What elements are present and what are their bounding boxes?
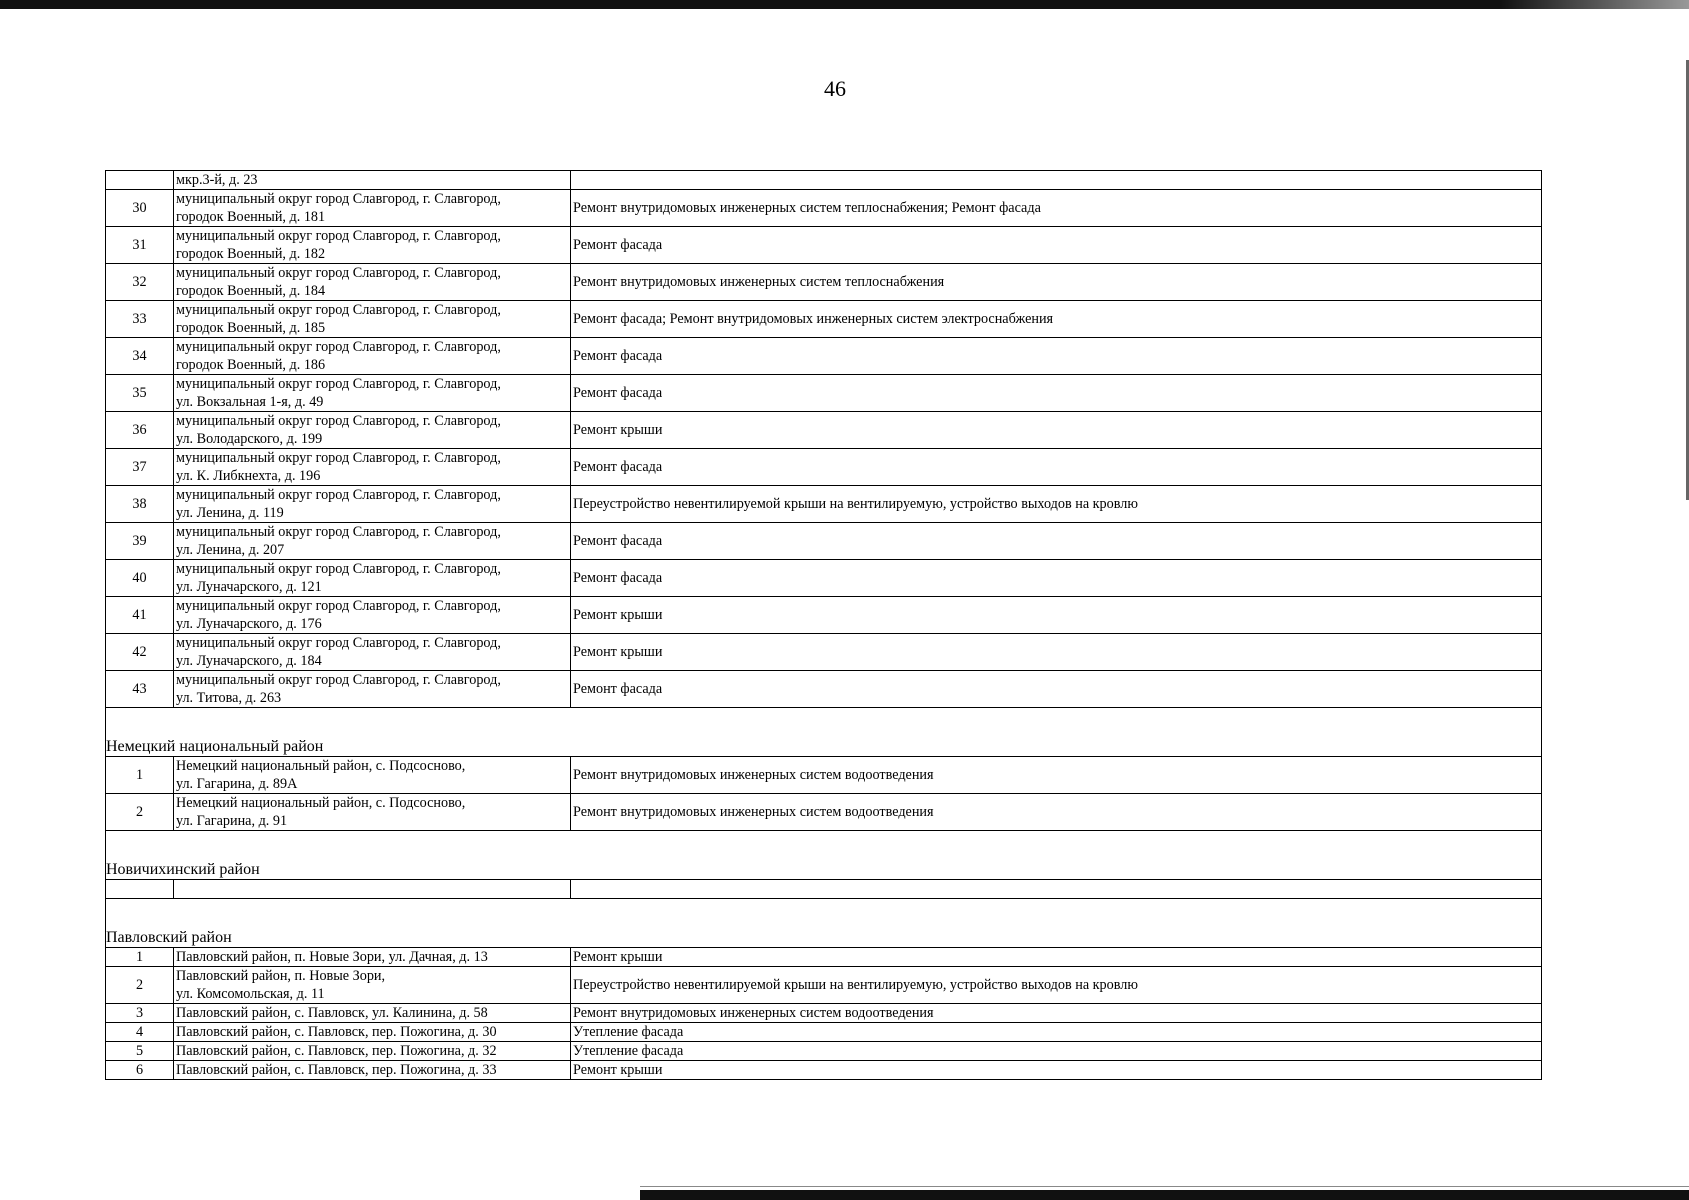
address-line-2: ул. Гагарина, д. 91	[176, 813, 288, 829]
address-line-1: Немецкий национальный район, с. Подсосново,	[176, 758, 466, 774]
address-line-1: муниципальный округ город Славгород, г. Славгород,	[176, 524, 501, 540]
table-row	[106, 190, 1542, 227]
table-row	[106, 1042, 1542, 1061]
row-work: Ремонт внутридомовых инженерных систем водоотведения	[571, 1004, 1542, 1023]
table-row	[106, 1004, 1542, 1023]
row-work: Утепление фасада	[571, 1042, 1542, 1061]
row-address	[174, 1004, 571, 1023]
row-work: Ремонт внутридомовых инженерных систем теплоснабжения; Ремонт фасада	[571, 190, 1542, 227]
row-address	[174, 486, 571, 523]
address-line-2: ул. Володарского, д. 199	[176, 431, 323, 447]
address-line-2: ул. Луначарского, д. 184	[176, 653, 322, 669]
address-line-2: ул. Ленина, д. 207	[176, 542, 285, 558]
row-number: 35	[106, 375, 174, 412]
address-line-1: Павловский район, п. Новые Зори, ул. Дачная, д. 13	[176, 949, 488, 965]
row-address	[174, 412, 571, 449]
table-row	[106, 671, 1542, 708]
repair-table	[105, 170, 1542, 1080]
row-number: 38	[106, 486, 174, 523]
row-work: Ремонт крыши	[571, 412, 1542, 449]
table-row	[106, 449, 1542, 486]
address-line-2: ул. Луначарского, д. 121	[176, 579, 322, 595]
scan-border-bottom	[640, 1190, 1689, 1200]
row-number: 31	[106, 227, 174, 264]
row-number: 5	[106, 1042, 174, 1061]
address-line-1: Павловский район, с. Павловск, пер. Пожогина, д. 33	[176, 1062, 497, 1078]
nemetsky-rows	[106, 757, 1542, 831]
row-address	[174, 880, 571, 899]
row-address	[174, 227, 571, 264]
row-number: 4	[106, 1023, 174, 1042]
row-address	[174, 449, 571, 486]
address-line-2: ул. К. Либкнехта, д. 196	[176, 468, 321, 484]
table-row	[106, 375, 1542, 412]
region-heading-novichikha: Новичихинский район	[106, 831, 1542, 880]
row-work: Ремонт крыши	[571, 597, 1542, 634]
table-row	[106, 1023, 1542, 1042]
table-row	[106, 794, 1542, 831]
address-line-1: муниципальный округ город Славгород, г. Славгород,	[176, 450, 501, 466]
address-line-1: муниципальный округ город Славгород, г. Славгород,	[176, 376, 501, 392]
table-row	[106, 634, 1542, 671]
table-row	[106, 948, 1542, 967]
row-number	[106, 880, 174, 899]
address-line-1: муниципальный округ город Славгород, г. Славгород,	[176, 598, 501, 614]
row-work: Переустройство невентилируемой крыши на вентилируемую, устройство выходов на кровлю	[571, 486, 1542, 523]
address-line-2: городок Военный, д. 182	[176, 246, 326, 262]
row-number	[106, 171, 174, 190]
address-line-2: ул. Вокзальная 1-я, д. 49	[176, 394, 324, 410]
address-line-1: муниципальный округ город Славгород, г. Славгород,	[176, 413, 501, 429]
table-row	[106, 486, 1542, 523]
scan-border-top-fade	[1500, 0, 1689, 9]
row-work: Ремонт фасада	[571, 375, 1542, 412]
row-address	[174, 794, 571, 831]
row-work	[571, 171, 1542, 190]
address-line-1: муниципальный округ город Славгород, г. Славгород,	[176, 635, 501, 651]
address-line-1: Павловский район, с. Павловск, ул. Калинина, д. 58	[176, 1005, 488, 1021]
address-line-2: городок Военный, д. 181	[176, 209, 326, 225]
row-number: 39	[106, 523, 174, 560]
row-number: 1	[106, 757, 174, 794]
row-number: 2	[106, 967, 174, 1004]
scan-border-bottom-line	[640, 1186, 1689, 1187]
table-row	[106, 967, 1542, 1004]
row-address	[174, 1061, 571, 1080]
row-number: 33	[106, 301, 174, 338]
row-number: 32	[106, 264, 174, 301]
row-address: мкр.3-й, д. 23	[174, 171, 571, 190]
row-work: Ремонт крыши	[571, 948, 1542, 967]
address-line-1: Павловский район, с. Павловск, пер. Пожогина, д. 30	[176, 1024, 497, 1040]
row-number: 41	[106, 597, 174, 634]
region-heading-nemetsky: Немецкий национальный район	[106, 708, 1542, 757]
address-line-2: ул. Комсомольская, д. 11	[176, 986, 325, 1002]
row-work: Ремонт фасада	[571, 560, 1542, 597]
row-work: Ремонт внутридомовых инженерных систем водоотведения	[571, 794, 1542, 831]
table-row	[106, 301, 1542, 338]
row-work: Ремонт фасада	[571, 449, 1542, 486]
table-row	[106, 412, 1542, 449]
table-row	[106, 560, 1542, 597]
table-row	[106, 227, 1542, 264]
address-line-1: муниципальный округ город Славгород, г. Славгород,	[176, 672, 501, 688]
row-address	[174, 523, 571, 560]
address-line-1: муниципальный округ город Славгород, г. Славгород,	[176, 228, 501, 244]
address-line-1: муниципальный округ город Славгород, г. Славгород,	[176, 191, 501, 207]
address-line-1: муниципальный округ город Славгород, г. Славгород,	[176, 265, 501, 281]
slavgorod-rows	[106, 190, 1542, 708]
address-line-1: Павловский район, п. Новые Зори,	[176, 968, 386, 984]
page-number: 46	[824, 76, 846, 101]
row-address	[174, 1023, 571, 1042]
row-number: 42	[106, 634, 174, 671]
scan-border-top	[0, 0, 1689, 9]
region-heading-pavlovsk: Павловский район	[106, 899, 1542, 948]
row-address	[174, 264, 571, 301]
row-address	[174, 1042, 571, 1061]
row-address	[174, 190, 571, 227]
row-work: Ремонт фасада	[571, 523, 1542, 560]
address-line-2: ул. Луначарского, д. 176	[176, 616, 322, 632]
row-address	[174, 338, 571, 375]
row-address	[174, 597, 571, 634]
row-address	[174, 757, 571, 794]
table-row	[106, 757, 1542, 794]
row-number: 30	[106, 190, 174, 227]
row-number: 34	[106, 338, 174, 375]
row-number: 37	[106, 449, 174, 486]
row-address	[174, 967, 571, 1004]
row-number: 1	[106, 948, 174, 967]
row-number: 6	[106, 1061, 174, 1080]
region-heading-row	[106, 831, 1542, 880]
row-work: Ремонт фасада	[571, 227, 1542, 264]
row-address	[174, 301, 571, 338]
address-line-1: муниципальный округ город Славгород, г. Славгород,	[176, 339, 501, 355]
table-row-continuation	[106, 171, 1542, 190]
row-number: 3	[106, 1004, 174, 1023]
table-row	[106, 597, 1542, 634]
row-work: Утепление фасада	[571, 1023, 1542, 1042]
row-address	[174, 560, 571, 597]
address-line-1: муниципальный округ город Славгород, г. Славгород,	[176, 561, 501, 577]
row-work: Переустройство невентилируемой крыши на вентилируемую, устройство выходов на кровлю	[571, 967, 1542, 1004]
address-line-1: муниципальный округ город Славгород, г. Славгород,	[176, 302, 501, 318]
row-work: Ремонт крыши	[571, 1061, 1542, 1080]
row-work: Ремонт внутридомовых инженерных систем водоотведения	[571, 757, 1542, 794]
pavlovsk-rows	[106, 948, 1542, 1080]
row-number: 2	[106, 794, 174, 831]
table-row	[106, 338, 1542, 375]
address-line-2: городок Военный, д. 185	[176, 320, 326, 336]
address-line-1: Немецкий национальный район, с. Подсосново,	[176, 795, 466, 811]
region-heading-row	[106, 899, 1542, 948]
region-heading-row	[106, 708, 1542, 757]
row-work	[571, 880, 1542, 899]
row-number: 36	[106, 412, 174, 449]
row-address	[174, 375, 571, 412]
row-number: 40	[106, 560, 174, 597]
table-row	[106, 264, 1542, 301]
table-row-empty	[106, 880, 1542, 899]
row-work: Ремонт внутридомовых инженерных систем теплоснабжения	[571, 264, 1542, 301]
row-work: Ремонт крыши	[571, 634, 1542, 671]
address-line-2: ул. Гагарина, д. 89А	[176, 776, 298, 792]
address-line-2: ул. Ленина, д. 119	[176, 505, 284, 521]
row-address	[174, 634, 571, 671]
row-address	[174, 671, 571, 708]
table-row	[106, 1061, 1542, 1080]
row-work: Ремонт фасада	[571, 338, 1542, 375]
address-line-2: городок Военный, д. 186	[176, 357, 326, 373]
row-number: 43	[106, 671, 174, 708]
address-line-2: городок Военный, д. 184	[176, 283, 326, 299]
row-work: Ремонт фасада; Ремонт внутридомовых инженерных систем электроснабжения	[571, 301, 1542, 338]
row-address	[174, 948, 571, 967]
address-line-1: муниципальный округ город Славгород, г. Славгород,	[176, 487, 501, 503]
row-work: Ремонт фасада	[571, 671, 1542, 708]
address-line-2: ул. Титова, д. 263	[176, 690, 282, 706]
table-row	[106, 523, 1542, 560]
address-line-1: Павловский район, с. Павловск, пер. Пожогина, д. 32	[176, 1043, 497, 1059]
